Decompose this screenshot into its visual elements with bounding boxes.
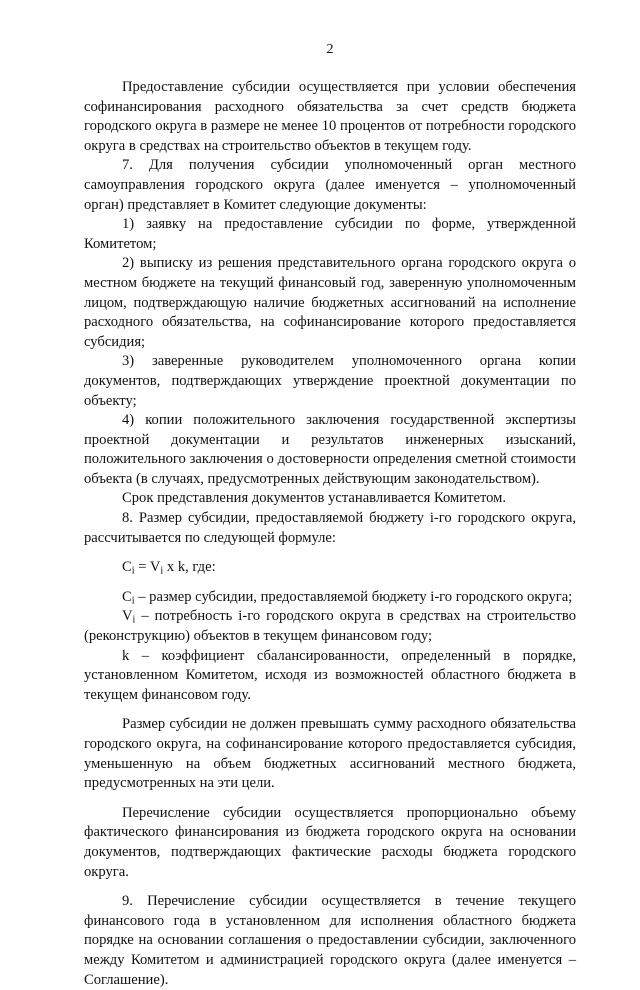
definition-c-symbol: C [122,588,132,605]
definition-k: k – коэффициент сбалансированности, определенный в порядке, установленном Комитетом, исходя из возможностей областного бюджета в текущем финансовом году. [84,647,576,703]
definition-c-index: i [131,595,135,607]
paragraph-item-9: 9. Перечисление субсидии осуществляется в течение текущего финансового года в установленном для исполнения областного бюджета порядке на основании соглашения о предоставлении субсидии, заключенного между Комитетом и администрацией городского округа (далее именуется – Соглашение). [84,893,576,988]
list-item-budget-extract: 2) выписку из решения представительного органа городского округа о местном бюджете на текущий финансовый год, заверенную уполномоченным лицом, подтверждающую наличие бюджетных ассигнований на исполнение расходного обязательства, на софинансирование которого предоставляется субсидия; [84,255,576,350]
definition-c [84,588,576,608]
list-item-certified-copies: 3) заверенные руководителем уполномоченного органа копии документов, подтверждающих утверждение проектной документации по объекту; [84,353,576,409]
list-item-application: 1) заявку на предоставление субсидии по форме, утвержденной Комитетом; [84,216,576,252]
document-body [84,78,576,990]
formula-v-index: i [160,565,164,577]
paragraph-item-7: 7. Для получения субсидии уполномоченный орган местного самоуправления городского округа (далее именуется – уполномоченный орган) представляет в Комитет следующие документы: [84,157,576,213]
paragraph-transfer-proportional: Перечисление субсидии осуществляется пропорционально объему фактического финансирования из бюджета городского округа на основании документов, подтверждающих фактические расходы бюджета городского округа. [84,804,576,880]
paragraph-cofinancing: Предоставление субсидии осуществляется при условии обеспечения софинансирования расходного обязательства за счет средств бюджета городского округа в размере не менее 10 процентов от потребности городского округа в средствах на строительство объектов в текущем году. [84,79,576,154]
formula-c-index: i [131,565,135,577]
paragraph-deadline: Срок представления документов устанавливается Комитетом. [122,490,507,507]
list-item-expertise-copies: 4) копии положительного заключения государственной экспертизы проектной документации и результатов инженерных изысканий, положительного заключения о достоверности определения сметной стоимости объекта (в случаях, предусмотренных действующим законодательством). [84,412,576,487]
formula [84,558,576,578]
formula-equals: = [134,559,150,576]
formula-rest: x k, где: [163,559,216,576]
page-number: 2 [326,42,334,57]
definition-v-index: i [132,614,136,626]
definition-v-symbol: V [122,608,133,625]
paragraph-limit: Размер субсидии не должен превышать сумму расходного обязательства городского округа, на софинансирование которого предоставляется субсидия, уменьшенную на объем бюджетных ассигнований местного бюджета, предусмотренных на эти цели. [84,716,576,792]
definition-c-text: – размер субсидии, предоставляемой бюджету i-го городского округа; [134,588,573,605]
paragraph-item-8: 8. Размер субсидии, предоставляемой бюджету i-го городского округа, рассчитывается по следующей формуле: [84,510,576,546]
definition-v [84,607,576,646]
definition-v-text: – потребность i-го городского округа в средствах на строительство (реконструкцию) объектов в текущем финансовом году; [84,608,576,645]
formula-c: C [122,559,132,576]
formula-v: V [149,559,161,576]
